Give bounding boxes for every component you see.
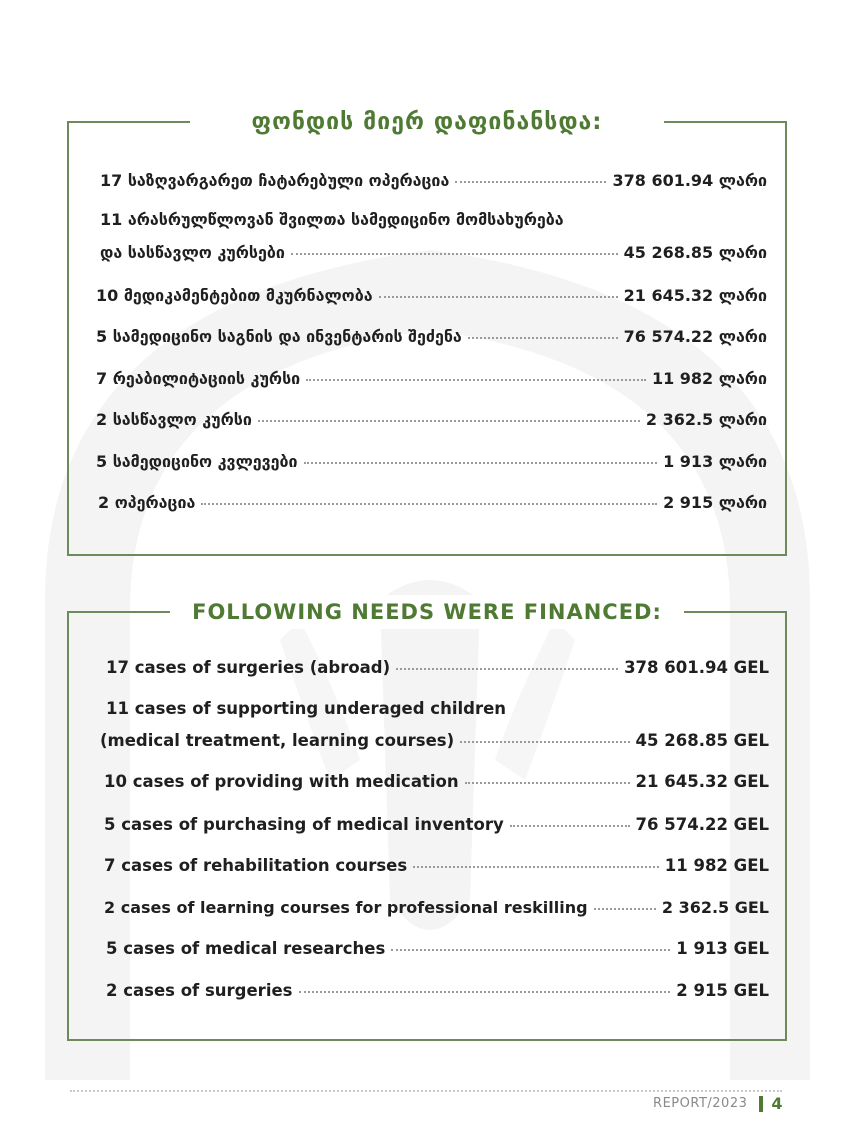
- item-value: 76 574.22 ლარი: [623, 327, 767, 346]
- dot-leader: [291, 253, 618, 255]
- item-value: 11 982 GEL: [664, 856, 769, 875]
- list-item: [100, 731, 769, 750]
- english-box-title: FOLLOWING NEEDS WERE FINANCED:: [170, 595, 684, 629]
- list-item: [96, 452, 767, 471]
- list-item: [100, 243, 767, 262]
- list-item: [106, 981, 769, 1000]
- list-item: [104, 815, 769, 834]
- list-item: [96, 369, 767, 388]
- item-label: 17 საზღვარგარეთ ჩატარებული ოპერაცია: [100, 171, 450, 190]
- dot-leader: [304, 462, 658, 464]
- list-item: [104, 856, 769, 875]
- item-label: 2 cases of learning courses for professional reskilling: [104, 898, 588, 917]
- dot-leader: [510, 825, 630, 827]
- list-item: [98, 493, 767, 512]
- dot-leader: [455, 181, 606, 183]
- list-item: [106, 658, 769, 677]
- item-value: 21 645.32 GEL: [635, 772, 769, 791]
- item-label-line1: 11 არასრულწლოვან შვილთა სამედიცინო მომსახურება: [100, 210, 564, 229]
- item-label: (medical treatment, learning courses): [100, 731, 455, 750]
- item-value: 11 982 ლარი: [651, 369, 767, 388]
- dot-leader: [594, 908, 656, 910]
- item-label: 10 მედიკამენტებით მკურნალობა: [96, 286, 373, 305]
- list-item: [106, 939, 769, 958]
- dot-leader: [379, 296, 618, 298]
- dot-leader: [391, 949, 670, 951]
- item-value: 2 362.5 GEL: [661, 898, 769, 917]
- item-value: 2 915 GEL: [676, 981, 769, 1000]
- item-label: 5 სამედიცინო საგნის და ინვენტარის შეძენა: [96, 327, 462, 346]
- georgian-financing-box: [67, 109, 787, 556]
- item-value: 45 268.85 ლარი: [623, 243, 767, 262]
- item-label: 5 სამედიცინო კვლევები: [96, 452, 298, 471]
- georgian-box-title: ფონდის მიერ დაფინანსდა:: [190, 105, 665, 139]
- list-item: [100, 171, 767, 190]
- dot-leader: [396, 668, 618, 670]
- page-footer: [653, 1094, 783, 1113]
- item-value: 2 915 ლარი: [663, 493, 767, 512]
- item-label: 7 cases of rehabilitation courses: [104, 856, 408, 875]
- list-item: [104, 772, 769, 791]
- item-value: 21 645.32 ლარი: [623, 286, 767, 305]
- list-item: [96, 286, 767, 305]
- item-value: 1 913 GEL: [676, 939, 769, 958]
- item-label-line1: 11 cases of supporting underaged children: [106, 699, 507, 718]
- item-label: 5 cases of medical researches: [106, 939, 386, 958]
- item-value: 378 601.94 ლარი: [612, 171, 767, 190]
- list-item: [96, 327, 767, 346]
- item-value: 45 268.85 GEL: [635, 731, 769, 750]
- page-number: 4: [771, 1094, 783, 1113]
- item-label: 2 ოპერაცია: [98, 493, 196, 512]
- dot-leader: [299, 991, 671, 993]
- item-label: 2 სასწავლო კურსი: [96, 410, 252, 429]
- dot-leader: [201, 503, 657, 505]
- report-label: REPORT/2023: [653, 1096, 748, 1111]
- dot-leader: [468, 337, 618, 339]
- footer-divider: [70, 1090, 782, 1092]
- item-label: 10 cases of providing with medication: [104, 772, 459, 791]
- item-label: 7 რეაბილიტაციის კურსი: [96, 369, 301, 388]
- dot-leader: [460, 741, 629, 743]
- dot-leader: [465, 782, 630, 784]
- footer-separator: [759, 1096, 763, 1112]
- item-value: 2 362.5 ლარი: [645, 410, 767, 429]
- list-item: [96, 410, 767, 429]
- item-label: 17 cases of surgeries (abroad): [106, 658, 391, 677]
- item-label: 5 cases of purchasing of medical inventory: [104, 815, 504, 834]
- english-box-title-wrap: [69, 595, 785, 629]
- dot-leader: [258, 420, 640, 422]
- dot-leader: [413, 866, 659, 868]
- georgian-box-title-wrap: [69, 105, 785, 139]
- item-value: 1 913 ლარი: [663, 452, 767, 471]
- list-item: [104, 898, 769, 917]
- english-financing-box: [67, 600, 787, 1041]
- item-label: და სასწავლო კურსები: [100, 243, 285, 262]
- dot-leader: [306, 379, 646, 381]
- item-label: 2 cases of surgeries: [106, 981, 293, 1000]
- item-value: 76 574.22 GEL: [635, 815, 769, 834]
- item-value: 378 601.94 GEL: [624, 658, 769, 677]
